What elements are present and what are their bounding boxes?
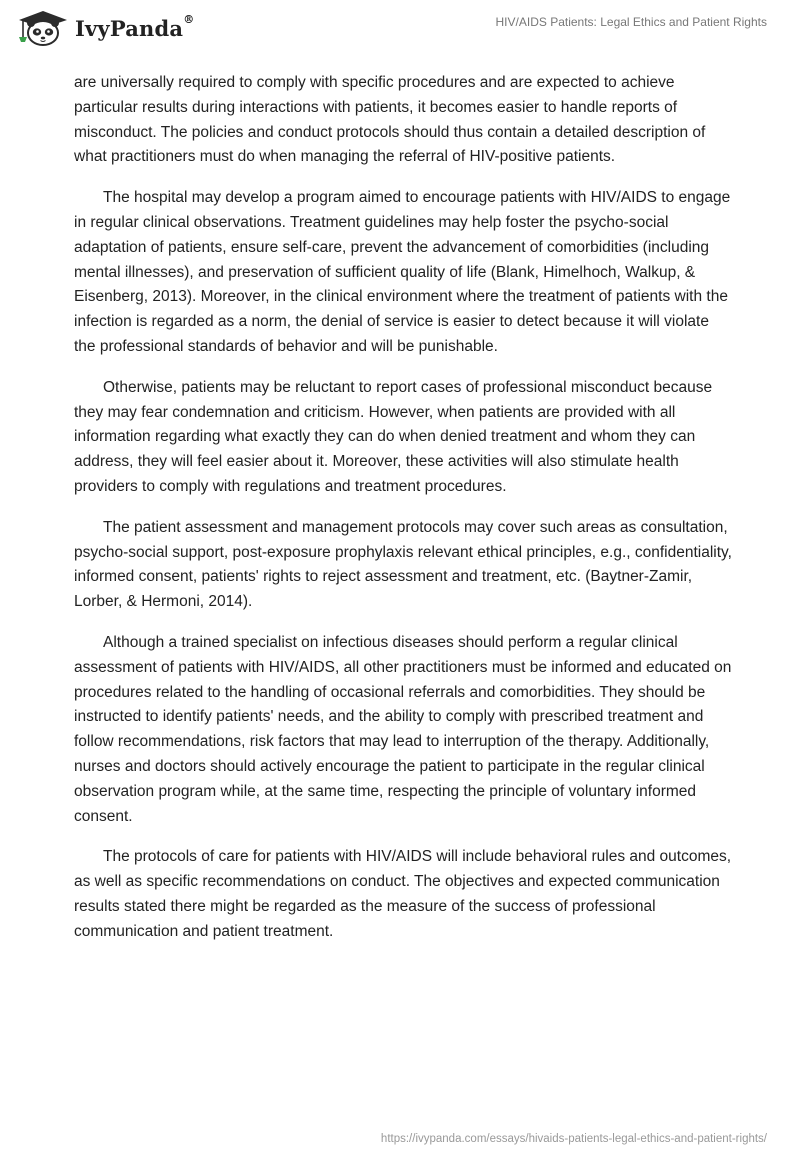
paragraph: Although a trained specialist on infectious diseases should perform a regular clinical assessment of patients with HIV/AIDS, all other practitioners must be informed and educated on procedures related to the handling of occasional referrals and comorbidities. They should be instructed to identify patients' needs, and the ability to comply with prescribed treatment and follow recommendations, risk factors that may lead to interruption of the therapy. Additionally, nurses and doctors should actively encourage the patient to participate in the regular clinical observation program while, at the same time, respecting the principle of voluntary informed consent. [74,633,732,825]
page-header [0,0,800,70]
paragraph: Otherwise, patients may be reluctant to report cases of professional misconduct because they may fear condemnation and criticism. However, when patients are provided with all information regarding what exactly they can do when denied treatment and whom they can address, they will feel easier about it. Moreover, these activities will also stimulate health providers to comply with regulations and treatment procedures. [74,378,713,495]
document-title: HIV/AIDS Patients: Legal Ethics and Patient Rights [495,15,767,29]
paragraph: The patient assessment and management protocols may cover such areas as consultation, psycho-social support, post-exposure prophylaxis relevant ethical principles, e.g., confidentiality, informed consent, patients' rights to reject assessment and treatment, etc. (Baytner-Zamir, Lorber, & Hermoni, 2014). [74,518,732,611]
paragraph: The hospital may develop a program aimed to encourage patients with HIV/AIDS to engage in regular clinical observations. Treatment guidelines may help foster the psycho-social adaptation of patients, ensure self-care, prevent the advancement of comorbidities (including mental illnesses), and preservation of sufficient quality of life (Blank, Himelhoch, Walkup, & Eisenberg, 2013). Moreover, in the clinical environment where the treatment of patients with the infection is regarded as a norm, the denial of service is easier to detect because it will violate the professional standards of behavior and will be punishable. [74,189,731,355]
paragraph: are universally required to comply with specific procedures and are expected to achieve particular results during interactions with patients, it becomes easier to handle reports of misconduct. The policies and conduct protocols should thus contain a detailed description of what practitioners must do when managing the referral of HIV-positive patients. [74,74,706,166]
ivypanda-logo[interactable] [14,8,194,48]
source-url-link[interactable]: https://ivypanda.com/essays/hivaids-patients-legal-ethics-and-patient-rights/ [380,1133,767,1145]
paragraph: The protocols of care for patients with HIV/AIDS will include behavioral rules and outcomes, as well as specific recommendations on conduct. The objectives and expected communication results stated there might be regarded as the measure of the success of professional communication and patient treatment. [74,848,732,940]
essay-body [74,71,734,961]
brand-name: IvyPanda® [75,12,195,41]
panda-graduation-cap-icon [14,8,70,48]
